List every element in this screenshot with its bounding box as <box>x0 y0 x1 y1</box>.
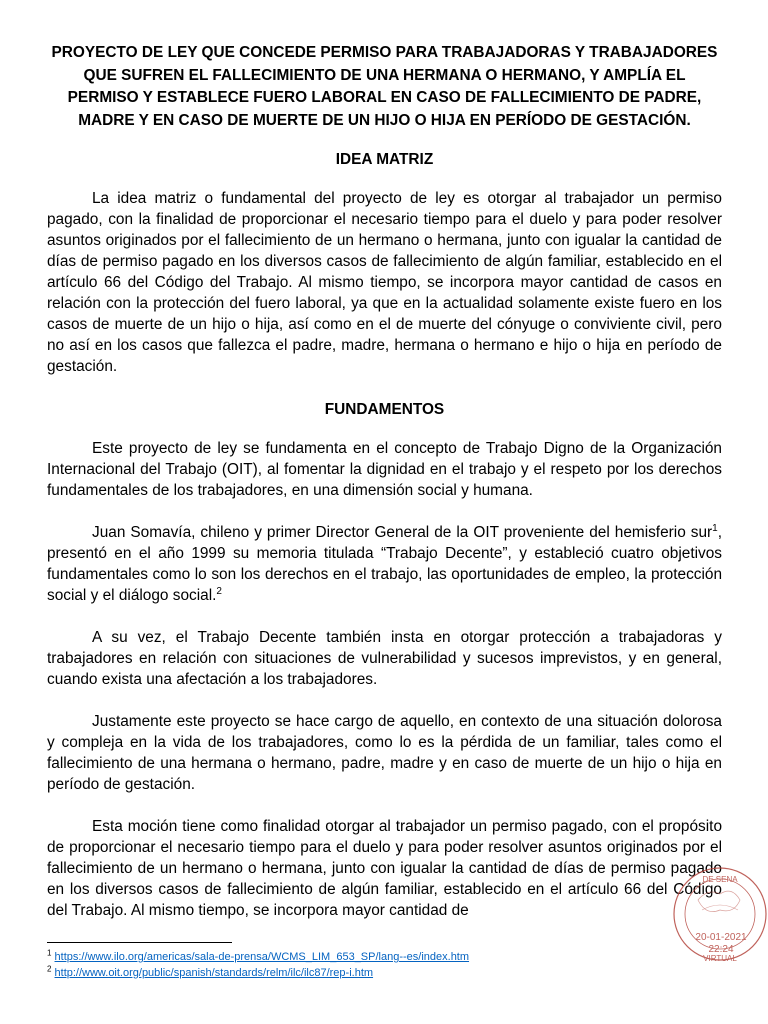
digital-seal-stamp <box>668 860 768 970</box>
heading-fundamentos: FUNDAMENTOS <box>324 401 445 418</box>
document-title: PROYECTO DE LEY QUE CONCEDE PERMISO PARA TRABAJADORAS Y TRABAJADORES QUE SUFREN EL FALLECIMIENTO DE UNA HERMANA O HERMANO, Y AMPLÍA EL PERMISO Y ESTABLECE FUERO LABORAL EN CASO DE FALLECIMIENTO DE PADRE, MADRE Y EN CASO DE MUERTE DE UN HIJO O HIJA EN PERÍODO DE GESTACIÓN. <box>51 44 718 129</box>
footnote-ref-2[interactable]: 2 <box>216 585 222 597</box>
seal-bottom-text: VIRTUAL <box>703 954 737 963</box>
footnote-1-link[interactable]: https://www.ilo.org/americas/sala-de-prensa/WCMS_LIM_653_SP/lang--es/index.htm <box>54 951 470 963</box>
footnote-1 <box>47 949 722 965</box>
paragraph-fundamentos-3: A su vez, el Trabajo Decente también insta en otorgar protección a trabajadoras y trabajadores en relación con situaciones de vulnerabilidad y sucesos imprevistos, y en general, cuando exista una afectación a los trabajadores. <box>47 629 722 688</box>
paragraph-fundamentos-1: Este proyecto de ley se fundamenta en el concepto de Trabajo Digno de la Organización Internacional del Trabajo (OIT), al fomentar la dignidad en el trabajo y el respeto por los derechos fundamentales de los trabajadores, en una dimensión social y humana. <box>47 440 722 499</box>
paragraph-fundamentos-4: Justamente este proyecto se hace cargo de aquello, en contexto de una situación dolorosa y compleja en la vida de los trabajadores, como lo es la pérdida de un familiar, tales como el fallecimiento de una hermana o hermano, padre, madre y en caso de muerte de un hijo o hija en período de gestación. <box>47 713 722 793</box>
heading-idea-matriz: IDEA MATRIZ <box>335 151 434 168</box>
footnote-2 <box>47 965 722 981</box>
seal-date: 20-01-2021 <box>695 932 747 943</box>
footnote-separator <box>47 942 232 943</box>
paragraph-fundamentos-5: Esta moción tiene como finalidad otorgar al trabajador un permiso pagado, con el propósito de proporcionar el necesario tiempo para el duelo y para poder resolver asuntos originados por el fallecimiento de un hermano o hermana, junto con igualar la cantidad de días de permiso pagado en los diversos casos de fallecimiento de algún familiar, establecido en el artículo 66 del Código del Trabajo. Al mismo tiempo, se incorpora mayor cantidad de <box>47 818 722 919</box>
seal-time: 22:24 <box>708 944 734 955</box>
paragraph-fundamentos-2-part-a: Juan Somavía, chileno y primer Director General de la OIT proveniente del hemisferio sur <box>92 524 713 541</box>
seal-date-block <box>684 932 758 956</box>
document-page <box>47 42 722 921</box>
footnote-2-number: 2 <box>47 964 52 974</box>
footnote-ref-1[interactable]: 1 <box>712 522 718 534</box>
seal-top-text: DE SENA <box>702 875 738 884</box>
footnote-2-link[interactable]: http://www.oit.org/public/spanish/standards/relm/ilc/ilc87/rep-i.htm <box>54 967 374 979</box>
footnote-1-number: 1 <box>47 948 52 958</box>
footnotes <box>47 942 722 981</box>
paragraph-fundamentos-2-part-b: , presentó en el año 1999 su memoria titulada “Trabajo Decente”, y estableció cuatro objetivos fundamentales como lo son los derechos en el trabajo, las oportunidades de empleo, la protección social y el diálogo social. <box>47 524 722 604</box>
paragraph-fundamentos-2 <box>47 522 722 606</box>
paragraph-idea-matriz: La idea matriz o fundamental del proyecto de ley es otorgar al trabajador un permiso pagado, con la finalidad de proporcionar el necesario tiempo para el duelo y para poder resolver asuntos originados por el fallecimiento de un hermano o hermana, junto con igualar la cantidad de días de permiso pagado en los diversos casos de fallecimiento de algún familiar, establecido en el artículo 66 del Código del Trabajo. Al mismo tiempo, se incorpora mayor cantidad de casos en relación con la protección del fuero laboral, ya que en la actualidad solamente existe fuero en los casos de muerte de un hijo o hija, así como en el de muerte del cónyuge o conviviente civil, pero no así en los casos que fallezca el padre, madre, hermana o hermano e hijo o hija en período de gestación. <box>47 190 722 375</box>
